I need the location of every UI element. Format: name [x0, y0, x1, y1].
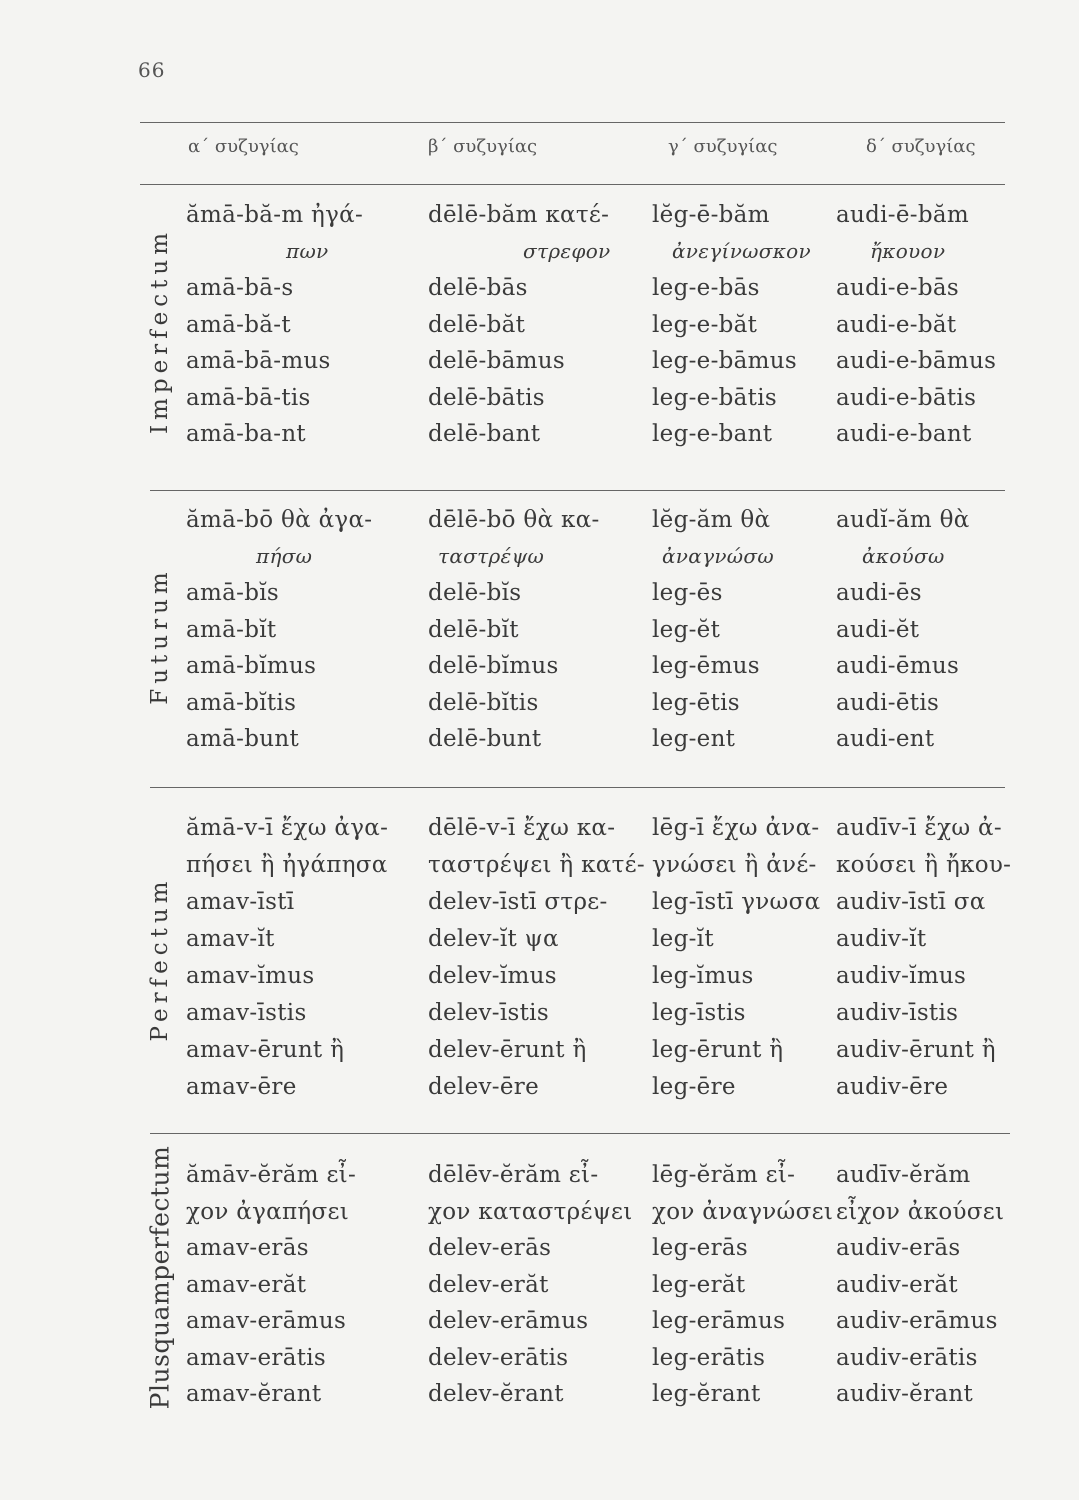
form-cell: dēlē-bō θὰ κα- — [428, 507, 600, 533]
form-cell: leg-ēre — [652, 1074, 736, 1100]
form-cell: delē-bĭtis — [428, 689, 539, 716]
form-cell: audiv-erăt — [836, 1271, 958, 1298]
form-cell: delē-bĭt — [428, 616, 519, 643]
form-cell: γνώσει ἢ ἀνέ- — [652, 852, 817, 878]
form-cell: delev-erātis — [428, 1344, 569, 1371]
form-cell: ămā-bă-m ἠγά- — [186, 202, 364, 228]
form-cell: dēlē-băm κατέ- — [428, 202, 610, 228]
header-rule — [140, 184, 1005, 185]
form-cell: χον ἀγαπήσει — [186, 1198, 350, 1225]
form-cell: audiv-erātis — [836, 1344, 978, 1371]
form-cell: amā-bā-mus — [186, 348, 331, 374]
form-cell: audi-ēs — [836, 580, 922, 606]
header-conjugation-4: δ΄ συζυγίας — [866, 136, 976, 157]
form-cell: amav-erăt — [186, 1271, 307, 1298]
form-cell: ταστρέψω — [438, 543, 545, 568]
form-cell: στρεφον — [523, 238, 611, 263]
form-cell: πων — [286, 238, 329, 263]
header-conjugation-1: α΄ συζυγίας — [188, 136, 299, 157]
form-cell: amā-bĭmus — [186, 653, 317, 679]
form-cell: audiv-ēre — [836, 1074, 949, 1100]
form-cell: ămā-bō θὰ ἀγα- — [186, 507, 373, 533]
form-cell: audi-e-bātis — [836, 384, 977, 411]
section-perfectum — [0, 815, 1079, 1111]
form-cell: leg-ĕrant — [652, 1381, 761, 1407]
form-cell: amav-ĭmus — [186, 963, 315, 989]
form-cell: delev-ĭt ψα — [428, 926, 559, 952]
form-cell: χον ἀναγνώσει — [652, 1198, 834, 1225]
form-cell: delev-ērunt ἢ — [428, 1037, 587, 1063]
section-rule-2 — [150, 787, 1005, 788]
header-conjugation-2: β΄ συζυγίας — [428, 136, 538, 157]
column-headers — [0, 136, 1079, 166]
form-cell: κούσει ἢ ἤκου- — [836, 852, 1012, 878]
form-cell: amā-bunt — [186, 726, 299, 752]
form-cell: leg-ērunt ἢ — [652, 1037, 784, 1063]
form-cell: amav-īstis — [186, 1000, 307, 1026]
header-conjugation-3: γ΄ συζυγίας — [668, 136, 778, 157]
form-cell: delev-īstis — [428, 1000, 549, 1026]
form-cell: leg-erāmus — [652, 1308, 786, 1334]
form-cell: audi-ĕt — [836, 616, 920, 643]
form-cell: audi-ēmus — [836, 653, 960, 679]
form-cell: ἀκούσω — [862, 543, 945, 568]
form-cell: leg-e-bāmus — [652, 348, 798, 374]
form-cell: delev-ēre — [428, 1074, 539, 1100]
tense-label: Perfectum — [147, 876, 173, 1042]
form-cell: leg-e-bātis — [652, 384, 777, 411]
form-cell: leg-e-bant — [652, 421, 773, 447]
tense-label: Futurum — [147, 567, 173, 705]
form-cell: amā-bĭtis — [186, 689, 297, 716]
form-cell: delev-erāmus — [428, 1308, 589, 1334]
form-cell: audi-ent — [836, 726, 935, 752]
form-cell: leg-erātis — [652, 1344, 766, 1371]
form-cell: χον καταστρέψει — [428, 1198, 633, 1225]
section-imperfectum — [0, 202, 1079, 458]
form-cell: delev-ĭmus — [428, 963, 557, 989]
form-cell: leg-ēs — [652, 580, 723, 606]
form-cell: leg-ent — [652, 726, 736, 752]
form-cell: delev-īstī στρε- — [428, 889, 608, 915]
form-cell: audiv-ĭt — [836, 926, 927, 952]
section-rule-1 — [150, 490, 1005, 491]
form-cell: amā-bă-t — [186, 311, 291, 338]
form-cell: delē-bunt — [428, 726, 542, 752]
form-cell: leg-īstī γνωσα — [652, 889, 821, 915]
form-cell: audiv-īstis — [836, 1000, 959, 1026]
form-cell: leg-ĭmus — [652, 963, 754, 989]
form-cell: ἀναγνώσω — [662, 543, 774, 568]
form-cell: ταστρέψει ἢ κατέ- — [428, 852, 645, 878]
form-cell: leg-ēmus — [652, 653, 760, 679]
form-cell: delē-bās — [428, 275, 528, 301]
form-cell: audiv-ĭmus — [836, 963, 967, 989]
form-cell: delē-bĭs — [428, 580, 522, 606]
form-cell: delev-ĕrant — [428, 1381, 564, 1407]
form-cell: audiv-īstī σα — [836, 889, 986, 915]
form-cell: leg-ĕt — [652, 616, 721, 643]
form-cell: audi-e-bāmus — [836, 348, 997, 374]
form-cell: leg-erăt — [652, 1271, 746, 1298]
form-cell: ἤκουον — [870, 238, 946, 263]
form-cell: amav-erātis — [186, 1344, 327, 1371]
form-cell: audi-e-bant — [836, 421, 972, 447]
form-cell: audīv-ĕrăm — [836, 1162, 971, 1188]
form-cell: delē-bāmus — [428, 348, 565, 374]
form-cell: amav-erās — [186, 1235, 309, 1261]
form-cell: amav-īstī — [186, 889, 295, 915]
form-cell: audīv-ī ἔχω ἀ- — [836, 815, 1002, 841]
form-cell: lĕg-ăm θὰ — [652, 507, 771, 533]
form-cell: leg-e-băt — [652, 311, 758, 338]
form-cell: delē-bĭmus — [428, 653, 559, 679]
form-cell: delē-bātis — [428, 384, 545, 411]
form-cell: amav-ēre — [186, 1074, 297, 1100]
form-cell: leg-e-bās — [652, 275, 760, 301]
form-cell: leg-ĭt — [652, 926, 714, 952]
form-cell: leg-ētis — [652, 689, 740, 716]
page-number: 66 — [138, 58, 166, 82]
form-cell: leg-īstis — [652, 1000, 746, 1026]
form-cell: ἀνεγίνωσκον — [672, 238, 811, 263]
form-cell: audi-e-băt — [836, 311, 957, 338]
form-cell: audiv-ĕrant — [836, 1381, 974, 1407]
tense-label: Imperfectum — [147, 227, 173, 435]
form-cell: delē-bant — [428, 421, 541, 447]
form-cell: delē-băt — [428, 311, 526, 338]
section-futurum — [0, 507, 1079, 763]
form-cell: amav-erāmus — [186, 1308, 347, 1334]
form-cell: audiv-erās — [836, 1235, 961, 1261]
form-cell: audi-e-bās — [836, 275, 959, 301]
form-cell: lĕg-ē-băm — [652, 202, 770, 228]
form-cell: audi-ē-băm — [836, 202, 970, 228]
form-cell: amā-bā-tis — [186, 384, 311, 411]
form-cell: lēg-ĕrăm εἶ- — [652, 1162, 796, 1188]
form-cell: amav-ērunt ἢ — [186, 1037, 345, 1063]
tense-label: Plusquamperfectum — [145, 1145, 175, 1410]
form-cell: amā-bĭt — [186, 616, 277, 643]
section-rule-3 — [150, 1133, 1010, 1134]
form-cell: εἶχον ἀκούσει — [836, 1198, 1005, 1225]
form-cell: audiv-erāmus — [836, 1308, 998, 1334]
top-rule — [140, 122, 1005, 123]
form-cell: amā-bā-s — [186, 275, 294, 301]
form-cell: amā-ba-nt — [186, 421, 306, 447]
form-cell: leg-erās — [652, 1235, 748, 1261]
form-cell: delev-erās — [428, 1235, 552, 1261]
form-cell: audiv-ērunt ἢ — [836, 1037, 996, 1063]
section-plusquamperfectum — [0, 1145, 1079, 1418]
form-cell: πήσω — [256, 543, 313, 568]
form-cell: delev-erăt — [428, 1271, 549, 1298]
form-cell: ămā-v-ī ἔχω ἀγα- — [186, 815, 389, 841]
form-cell: dēlē-v-ī ἔχω κα- — [428, 815, 616, 841]
form-cell: πήσει ἢ ἠγάπησα — [186, 852, 388, 878]
form-cell: amā-bĭs — [186, 580, 279, 606]
form-cell: dēlēv-ĕrăm εἶ- — [428, 1162, 599, 1188]
form-cell: audĭ-ăm θὰ — [836, 507, 970, 533]
form-cell: amav-ĭt — [186, 926, 275, 952]
form-cell: lēg-ī ἔχω ἀνα- — [652, 815, 820, 841]
form-cell: audi-ētis — [836, 689, 940, 716]
form-cell: amav-ĕrant — [186, 1381, 322, 1407]
form-cell: ămāv-ĕrăm εἶ- — [186, 1162, 357, 1188]
